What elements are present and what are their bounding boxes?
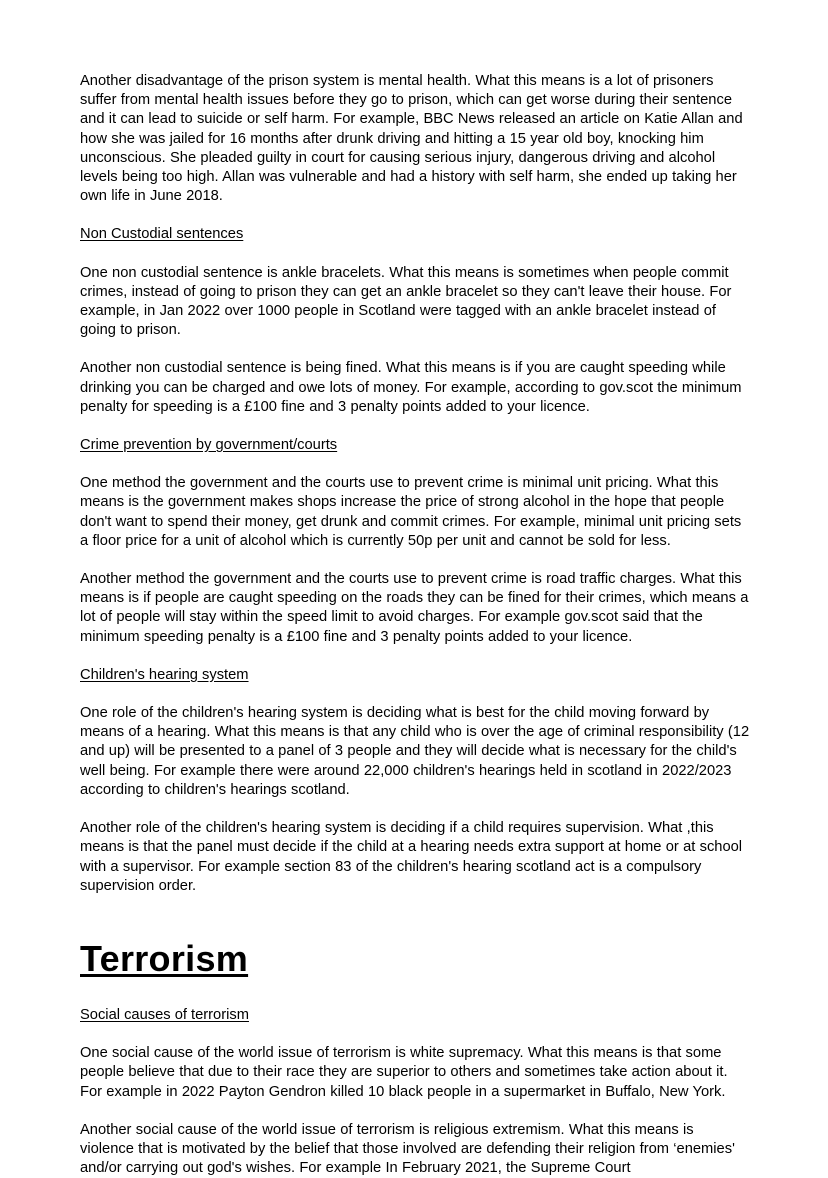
para-road-traffic-charges: Another method the government and the courts use to prevent crime is road traffic charges. What this means is if people are caught speeding on the roads they can be fined for their crimes, which means a lot of people will stay within the speed limit to avoid charges. For example gov.scot said that the minimum speeding penalty is a £100 fine and 3 penalty points added to your licence. [80, 571, 749, 645]
section-title-terrorism: Terrorism [80, 937, 249, 979]
subhead-childrens-hearing-system: Children's hearing system [80, 666, 249, 683]
para-religious-extremism: Another social cause of the world issue of terrorism is religious extremism. What this means is violence that is motivated by the belief that those involved are defending their religion from ‘enemies' and/or carrying out god's wishes. For example In February 2021, the Supreme Court [80, 1121, 735, 1177]
para-white-supremacy: One social cause of the world issue of terrorism is white supremacy. What this means is that some people believe that due to their race they are superior to others and sometimes take action about it. For example in 2022 Payton Gendron killed 10 black people in a supermarket in Buffalo, New York. [80, 1045, 728, 1100]
subhead-crime-prevention: Crime prevention by government/courts [80, 437, 338, 454]
para-being-fined: Another non custodial sentence is being fined. What this means is if you are caught speeding while drinking you can be charged and owe lots of money. For example, according to gov.scot the minimum penalty for speeding is a £100 fine and 3 penalty points added to your licence. [80, 360, 742, 415]
para-ankle-bracelets: One non custodial sentence is ankle bracelets. What this means is sometimes when people commit crimes, instead of going to prison they can get an ankle bracelet so they can't leave their house. For example, in Jan 2022 over 1000 people in Scotland were tagged with an ankle bracelet instead of going to prison. [80, 264, 732, 339]
document-body [80, 72, 750, 1178]
para-hearing-role-two: Another role of the children's hearing system is deciding if a child requires supervision. What ,this means is that the panel must decide if the child at a hearing needs extra support at home or at school with a supervisor. For example section 83 of the children's hearing scotland act is a compulsory supervision order. [80, 820, 743, 894]
subhead-social-causes-of-terrorism: Social causes of terrorism [80, 1006, 249, 1023]
para-minimal-unit-pricing: One method the government and the courts use to prevent crime is minimal unit pricing. What this means is the government makes shops increase the price of strong alcohol in the hope that people don't want to spend their money, get drunk and commit crimes. For example, minimal unit pricing sets a floor price for a unit of alcohol which is currently 50p per unit and cannot be sold for less. [80, 475, 742, 549]
subhead-non-custodial-sentences: Non Custodial sentences [80, 226, 244, 243]
para-prison-mental-health: Another disadvantage of the prison system is mental health. What this means is a lot of prisoners suffer from mental health issues before they go to prison, which can get worse during their sentence and it can lead to suicide or self harm. For example, BBC News released an article on Katie Allan and how she was jailed for 16 months after drunk driving and hitting a 15 year old boy, knocking him unconscious. She pleaded guilty in court for causing serious injury, dangerous driving and alcohol levels being too high. Allan was vulnerable and had a history with self harm, she ended up taking her own life in June 2018. [80, 73, 743, 205]
para-hearing-role-one: One role of the children's hearing system is deciding what is best for the child moving forward by means of a hearing. What this means is that any child who is over the age of criminal responsibility (12 and up) will be presented to a panel of 3 people and they will decide what is necessary for the child's well being. For example there were around 22,000 children's hearings held in scotland in 2022/2023 according to children's hearings scotland. [80, 705, 750, 798]
